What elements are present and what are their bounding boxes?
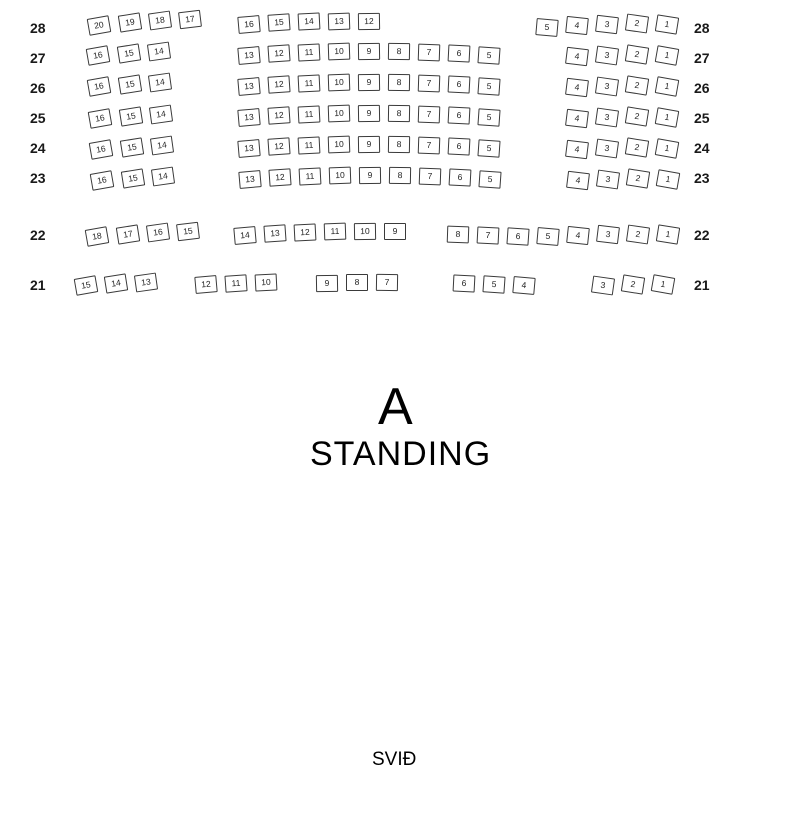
seat[interactable]: 11 xyxy=(299,167,322,185)
seat[interactable]: 16 xyxy=(89,139,114,160)
seat[interactable]: 3 xyxy=(595,108,619,128)
seat[interactable]: 12 xyxy=(267,137,290,155)
seat[interactable]: 5 xyxy=(477,77,500,95)
seat[interactable]: 14 xyxy=(150,136,174,156)
seat[interactable]: 2 xyxy=(621,274,645,294)
seat[interactable]: 11 xyxy=(298,74,321,92)
row-label: 27 xyxy=(694,50,710,66)
seat[interactable]: 15 xyxy=(117,43,141,63)
seat[interactable]: 13 xyxy=(237,46,260,65)
seat[interactable]: 9 xyxy=(358,74,380,91)
seat[interactable]: 7 xyxy=(418,75,441,93)
seat[interactable]: 7 xyxy=(419,168,442,186)
seat[interactable]: 2 xyxy=(626,168,650,188)
row-label: 25 xyxy=(694,110,710,126)
seat[interactable]: 3 xyxy=(596,170,620,190)
row-label: 24 xyxy=(694,140,710,156)
seat[interactable]: 13 xyxy=(263,224,286,242)
seat[interactable]: 8 xyxy=(447,226,470,244)
seat[interactable]: 16 xyxy=(90,170,115,191)
seat[interactable]: 13 xyxy=(237,139,260,158)
seat[interactable]: 4 xyxy=(565,47,589,67)
seat[interactable]: 9 xyxy=(316,275,338,292)
seat[interactable]: 14 xyxy=(147,42,171,62)
row-label: 26 xyxy=(30,80,46,96)
seat[interactable]: 16 xyxy=(237,15,260,34)
seat[interactable]: 2 xyxy=(625,75,649,95)
row-label: 23 xyxy=(30,170,46,186)
seat[interactable]: 8 xyxy=(388,105,410,122)
seat[interactable]: 10 xyxy=(354,223,376,240)
seat[interactable]: 5 xyxy=(477,108,500,126)
seat[interactable]: 12 xyxy=(358,13,380,30)
seat[interactable]: 7 xyxy=(418,44,441,62)
seat[interactable]: 13 xyxy=(237,108,260,127)
seat[interactable]: 9 xyxy=(384,223,406,240)
seat[interactable]: 14 xyxy=(148,73,172,93)
seat[interactable]: 5 xyxy=(535,18,558,37)
seat[interactable]: 10 xyxy=(329,167,352,185)
seat[interactable]: 5 xyxy=(482,275,505,293)
seat[interactable]: 8 xyxy=(388,74,410,91)
seat[interactable]: 7 xyxy=(418,137,441,155)
standing-section-label: STANDING xyxy=(310,435,492,473)
seat[interactable]: 3 xyxy=(596,225,620,245)
seat[interactable]: 10 xyxy=(328,43,351,61)
seat[interactable]: 15 xyxy=(176,222,200,242)
seat[interactable]: 8 xyxy=(346,274,368,291)
seat[interactable]: 12 xyxy=(267,106,290,124)
seat[interactable]: 18 xyxy=(148,11,172,31)
seat[interactable]: 14 xyxy=(151,167,175,187)
seat[interactable]: 20 xyxy=(87,15,112,36)
seat[interactable]: 10 xyxy=(255,273,278,291)
seat[interactable]: 17 xyxy=(178,10,202,30)
seat[interactable]: 11 xyxy=(298,136,321,154)
row-label: 28 xyxy=(30,20,46,36)
seat[interactable]: 11 xyxy=(324,223,347,241)
seat[interactable]: 3 xyxy=(595,77,619,97)
seat[interactable]: 2 xyxy=(625,137,649,157)
seat[interactable]: 1 xyxy=(655,14,679,34)
seat[interactable]: 3 xyxy=(595,139,619,159)
seat[interactable]: 2 xyxy=(626,225,650,245)
seat[interactable]: 10 xyxy=(328,136,351,154)
seat[interactable]: 8 xyxy=(388,43,410,60)
seat[interactable]: 4 xyxy=(565,16,589,35)
seat[interactable]: 4 xyxy=(565,78,589,98)
seat[interactable]: 14 xyxy=(233,226,256,245)
seat[interactable]: 6 xyxy=(448,75,471,93)
seat[interactable]: 12 xyxy=(194,275,217,294)
seat[interactable]: 11 xyxy=(224,274,247,292)
seat[interactable]: 4 xyxy=(512,276,535,295)
row-label: 23 xyxy=(694,170,710,186)
seat[interactable]: 9 xyxy=(359,167,381,184)
seat[interactable]: 2 xyxy=(625,106,649,126)
seat[interactable]: 6 xyxy=(448,44,471,62)
seat[interactable]: 4 xyxy=(566,171,590,191)
seat[interactable]: 19 xyxy=(118,12,142,32)
seat[interactable]: 15 xyxy=(119,106,143,126)
row-label: 21 xyxy=(30,277,46,293)
seat[interactable]: 12 xyxy=(267,44,290,62)
seat[interactable]: 3 xyxy=(595,15,619,35)
seat[interactable]: 15 xyxy=(120,137,144,157)
seat[interactable]: 5 xyxy=(478,170,501,188)
seat[interactable]: 1 xyxy=(655,138,680,159)
seat[interactable]: 1 xyxy=(656,224,680,244)
seat[interactable]: 12 xyxy=(294,223,317,241)
seat[interactable]: 5 xyxy=(477,46,500,64)
seat[interactable]: 15 xyxy=(118,74,142,94)
seat[interactable]: 1 xyxy=(655,76,680,97)
seat[interactable]: 6 xyxy=(506,227,529,245)
seat[interactable]: 9 xyxy=(358,105,380,122)
stage-label: SVIÐ xyxy=(372,749,417,770)
seat[interactable]: 4 xyxy=(565,140,589,160)
seat[interactable]: 13 xyxy=(237,77,260,96)
seat[interactable]: 6 xyxy=(448,106,471,124)
seat[interactable]: 9 xyxy=(358,43,380,60)
row-label: 21 xyxy=(694,277,710,293)
seat[interactable]: 12 xyxy=(268,168,291,186)
seat[interactable]: 5 xyxy=(477,139,500,157)
seat[interactable]: 1 xyxy=(656,169,681,190)
seat[interactable]: 18 xyxy=(85,226,110,247)
seat[interactable]: 3 xyxy=(591,276,615,296)
seat[interactable]: 13 xyxy=(328,13,351,31)
seat[interactable]: 2 xyxy=(625,44,649,64)
seat[interactable]: 16 xyxy=(146,223,170,243)
seat[interactable]: 17 xyxy=(116,224,140,244)
row-label: 24 xyxy=(30,140,46,156)
seat[interactable]: 6 xyxy=(448,137,471,155)
seat[interactable]: 1 xyxy=(655,107,680,128)
row-label: 28 xyxy=(694,20,710,36)
seat[interactable]: 9 xyxy=(358,136,380,153)
seat[interactable]: 10 xyxy=(328,74,351,92)
seat[interactable]: 13 xyxy=(238,170,261,189)
row-label: 22 xyxy=(30,227,46,243)
seat[interactable]: 2 xyxy=(625,14,649,34)
seat[interactable]: 14 xyxy=(298,12,321,30)
seat[interactable]: 13 xyxy=(134,273,158,293)
seat[interactable]: 11 xyxy=(298,105,321,123)
seat[interactable]: 7 xyxy=(376,274,398,291)
seat[interactable]: 16 xyxy=(88,108,113,129)
seat[interactable]: 15 xyxy=(267,13,290,31)
seat[interactable]: 15 xyxy=(121,168,145,188)
seat[interactable]: 14 xyxy=(149,105,173,125)
seat[interactable]: 16 xyxy=(86,45,111,66)
seat[interactable]: 6 xyxy=(449,168,472,186)
standing-section-letter: A xyxy=(378,378,413,436)
seat[interactable]: 10 xyxy=(328,105,351,123)
seat[interactable]: 5 xyxy=(536,227,559,246)
seat[interactable]: 16 xyxy=(87,76,112,97)
seat[interactable]: 8 xyxy=(389,167,411,184)
seat[interactable]: 4 xyxy=(565,109,589,129)
seat[interactable]: 1 xyxy=(655,45,680,66)
seat[interactable]: 7 xyxy=(477,226,500,244)
seat[interactable]: 11 xyxy=(298,43,321,61)
seat[interactable]: 1 xyxy=(651,274,676,295)
seat[interactable]: 15 xyxy=(74,275,99,296)
row-label: 26 xyxy=(694,80,710,96)
seat[interactable]: 7 xyxy=(418,106,441,124)
row-label: 25 xyxy=(30,110,46,126)
row-label: 22 xyxy=(694,227,710,243)
seat[interactable]: 6 xyxy=(453,274,476,292)
seat[interactable]: 14 xyxy=(104,273,128,293)
seat[interactable]: 12 xyxy=(267,75,290,93)
seat[interactable]: 8 xyxy=(388,136,410,153)
seat[interactable]: 4 xyxy=(566,226,590,245)
row-label: 27 xyxy=(30,50,46,66)
seat[interactable]: 3 xyxy=(595,46,619,66)
